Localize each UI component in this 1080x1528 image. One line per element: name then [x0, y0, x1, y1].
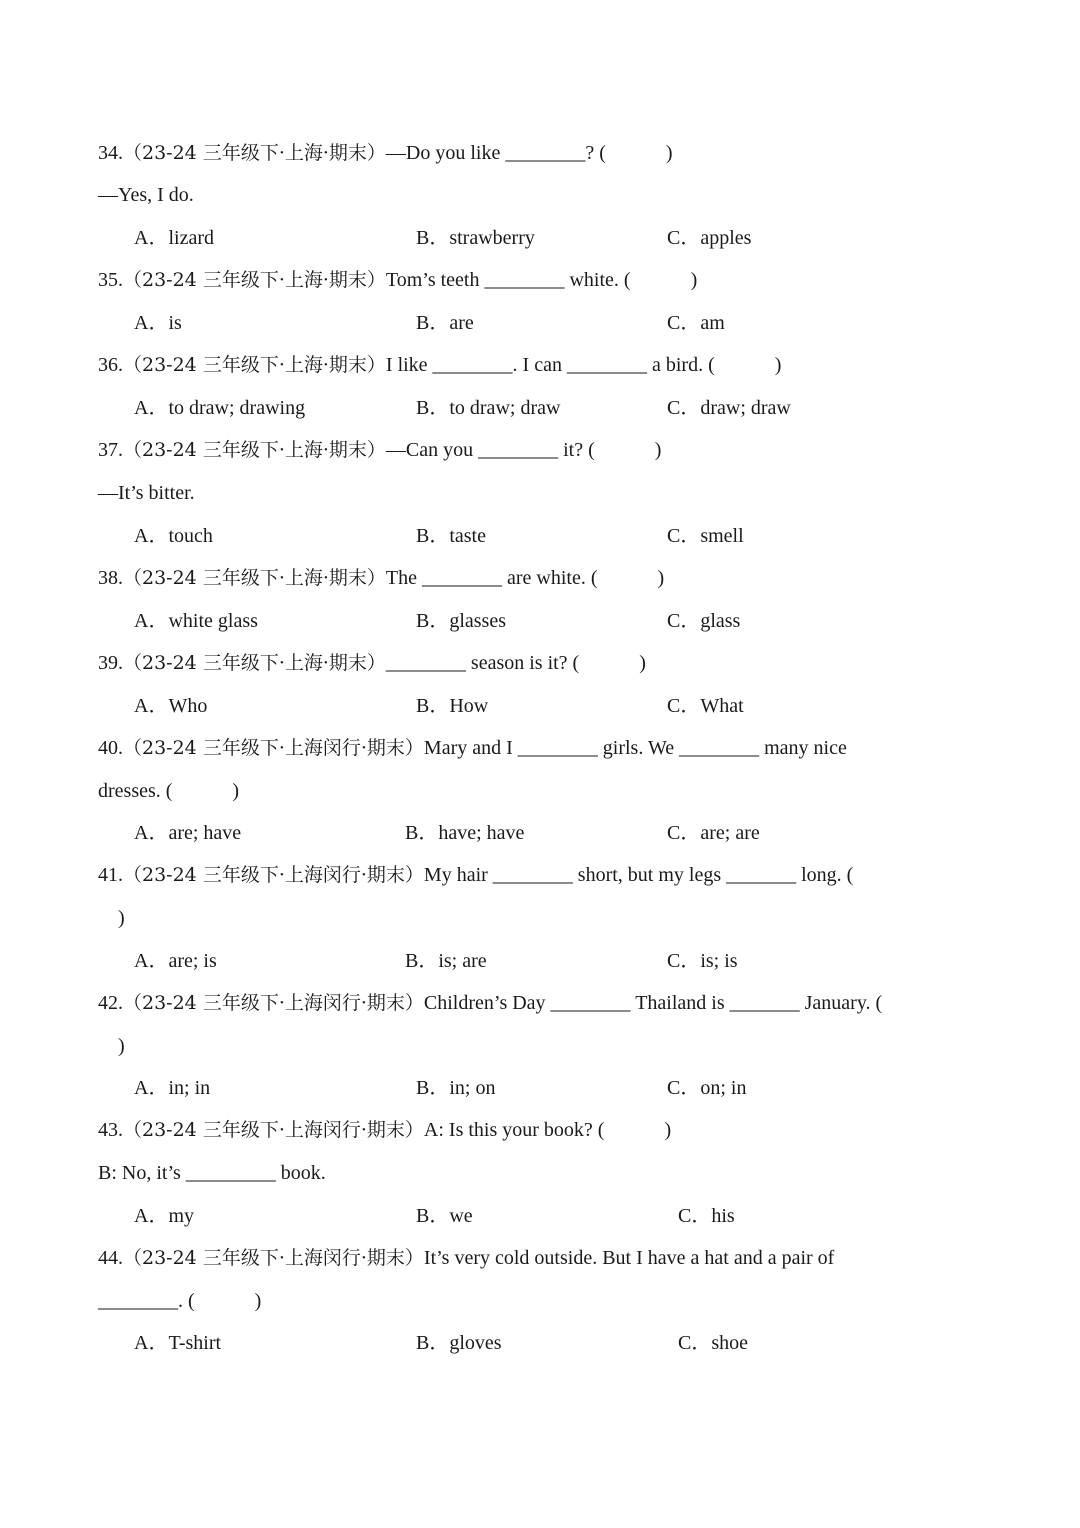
- option-b: B．are: [416, 312, 474, 334]
- question-35-stem: [98, 268, 1020, 292]
- question-41-stem: [98, 863, 1020, 887]
- option-a: A．lizard: [134, 227, 214, 249]
- question-43-stem: [98, 1118, 1020, 1142]
- option-c: C．am: [667, 312, 725, 334]
- question-number: 41.: [98, 864, 123, 886]
- option-c: C．smell: [667, 525, 744, 547]
- option-b: B．How: [416, 695, 489, 717]
- option-b: B．glasses: [416, 610, 507, 632]
- question-37-reply: —It’s bitter.: [98, 482, 195, 504]
- option-c: C．glass: [667, 610, 741, 632]
- question-43-reply: B: No, it’s _________ book.: [98, 1162, 326, 1184]
- question-source: （23-24 三年级下·上海·期末）: [123, 567, 386, 589]
- option-a: A．is: [134, 312, 182, 334]
- option-a: A．in; in: [134, 1077, 211, 1099]
- option-c: C．shoe: [678, 1332, 749, 1354]
- question-38-stem: [98, 566, 1020, 590]
- question-text: ________ season is it? ( ): [385, 652, 646, 674]
- option-b: B．we: [416, 1205, 473, 1227]
- option-c: C．is; is: [667, 950, 738, 972]
- question-text: I like ________. I can ________ a bird. ( ): [385, 354, 782, 376]
- option-b: B．is; are: [405, 950, 487, 972]
- question-number: 36.: [98, 354, 123, 376]
- question-source: （23-24 三年级下·上海闵行·期末）: [123, 1247, 424, 1269]
- question-text: Tom’s teeth ________ white. ( ): [385, 269, 698, 291]
- option-a: A．T-shirt: [134, 1332, 222, 1354]
- question-text: A: Is this your book? ( ): [423, 1119, 672, 1141]
- question-source: （23-24 三年级下·上海·期末）: [123, 269, 386, 291]
- option-b: B．gloves: [416, 1332, 502, 1354]
- question-42-continuation: ): [98, 1035, 125, 1057]
- question-source: （23-24 三年级下·上海闵行·期末）: [123, 864, 424, 886]
- question-number: 43.: [98, 1119, 123, 1141]
- question-source: （23-24 三年级下·上海闵行·期末）: [123, 737, 424, 759]
- question-text: —Do you like ________? ( ): [385, 142, 673, 164]
- option-a: A．my: [134, 1205, 195, 1227]
- question-41-continuation: ): [98, 907, 125, 929]
- question-source: （23-24 三年级下·上海·期末）: [123, 354, 386, 376]
- question-37-stem: [98, 438, 1020, 462]
- question-39-stem: [98, 651, 1020, 675]
- question-34-reply: —Yes, I do.: [98, 184, 194, 206]
- option-a: A．are; is: [134, 950, 217, 972]
- question-number: 35.: [98, 269, 123, 291]
- option-a: A．to draw; drawing: [134, 397, 306, 419]
- option-b: B．in; on: [416, 1077, 496, 1099]
- question-number: 42.: [98, 992, 123, 1014]
- option-b: B．strawberry: [416, 227, 535, 249]
- question-text: The ________ are white. ( ): [385, 567, 665, 589]
- question-text: It’s very cold outside. But I have a hat and a pair of: [423, 1247, 835, 1269]
- question-number: 44.: [98, 1247, 123, 1269]
- question-text: —Can you ________ it? ( ): [385, 439, 662, 461]
- question-36-stem: [98, 353, 1020, 377]
- question-text: My hair ________ short, but my legs _______ long. (: [423, 864, 854, 886]
- option-a: A．are; have: [134, 822, 242, 844]
- question-44-continuation: ________. ( ): [98, 1290, 262, 1312]
- option-b: B．taste: [416, 525, 486, 547]
- question-source: （23-24 三年级下·上海闵行·期末）: [123, 992, 424, 1014]
- option-a: A．Who: [134, 695, 208, 717]
- option-c: C．What: [667, 695, 744, 717]
- question-40-stem: [98, 736, 1020, 760]
- question-40-continuation: dresses. ( ): [98, 780, 240, 802]
- question-number: 39.: [98, 652, 123, 674]
- question-number: 34.: [98, 142, 123, 164]
- option-a: A．white glass: [134, 610, 258, 632]
- question-source: （23-24 三年级下·上海·期末）: [123, 652, 386, 674]
- question-34-stem: [98, 141, 1020, 165]
- question-text: Children’s Day ________ Thailand is _______ January. (: [423, 992, 883, 1014]
- question-number: 37.: [98, 439, 123, 461]
- question-number: 38.: [98, 567, 123, 589]
- option-b: B．to draw; draw: [416, 397, 561, 419]
- question-44-stem: [98, 1246, 1020, 1270]
- option-c: C．his: [678, 1205, 735, 1227]
- option-c: C．on; in: [667, 1077, 747, 1099]
- question-source: （23-24 三年级下·上海·期末）: [123, 142, 386, 164]
- question-source: （23-24 三年级下·上海·期末）: [123, 439, 386, 461]
- option-c: C．are; are: [667, 822, 760, 844]
- question-42-stem: [98, 991, 1020, 1015]
- option-c: C．apples: [667, 227, 752, 249]
- option-c: C．draw; draw: [667, 397, 791, 419]
- question-source: （23-24 三年级下·上海闵行·期末）: [123, 1119, 424, 1141]
- option-a: A．touch: [134, 525, 213, 547]
- question-text: Mary and I ________ girls. We ________ many nice: [423, 737, 847, 759]
- option-b: B．have; have: [405, 822, 525, 844]
- question-number: 40.: [98, 737, 123, 759]
